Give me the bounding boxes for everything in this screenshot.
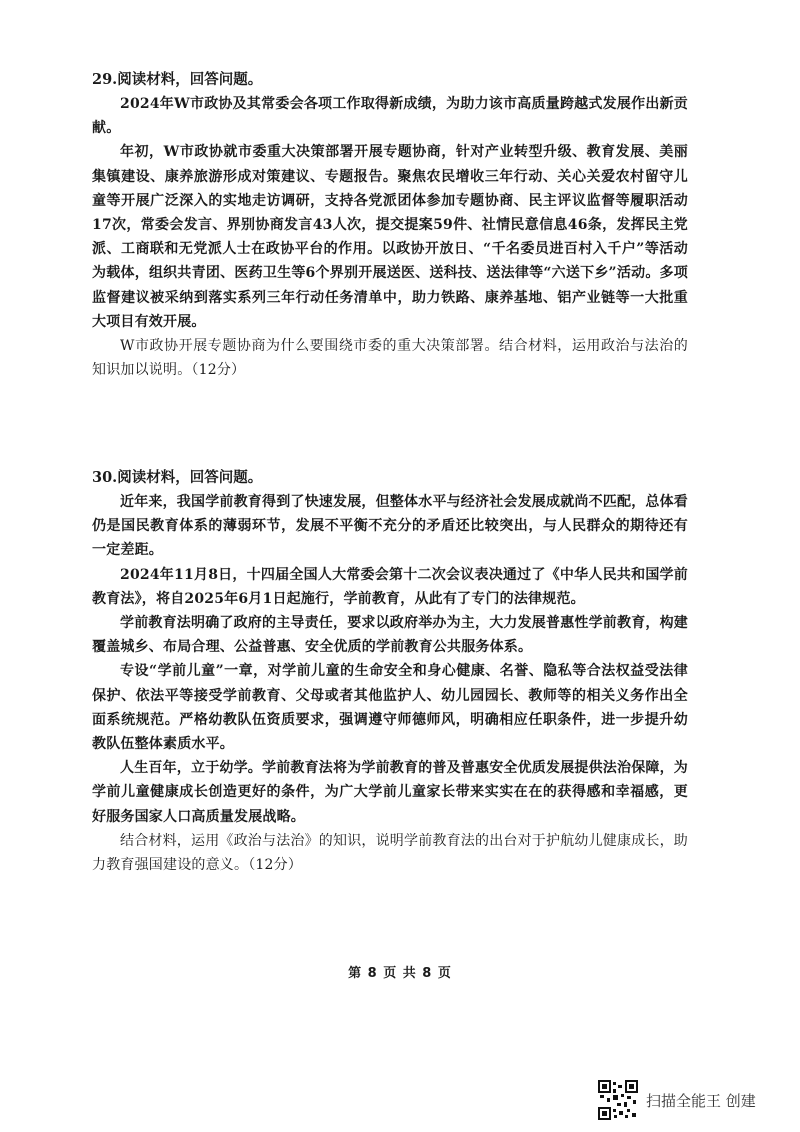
question-29-heading: 29.阅读材料，回答问题。 <box>92 71 263 88</box>
question-30-paragraph: 近年来，我国学前教育得到了快速发展，但整体水平与经济社会发展成就尚不匹配，总体看仍是国民教育体系的薄弱环节，发展不平衡不充分的矛盾还比较突出，与人民群众的期待还有一定差距。 <box>92 494 688 559</box>
question-30-paragraph: 专设“学前儿童”一章，对学前儿童的生命安全和身心健康、名誉、隐私等合法权益受法律保护、依法平等接受学前教育、父母或者其他监护人、幼儿园园长、教师等的相关义务作出全面系统规范。严格幼教队伍资质要求，强调遵守师德师风，明确相应任职条件，进一步提升幼教队伍整体素质水平。 <box>92 663 688 753</box>
question-29-paragraph: 2024年W市政协及其常委会各项工作取得新成绩，为助力该市高质量跨越式发展作出新贡献。 <box>92 96 688 137</box>
question-30-heading: 30.阅读材料，回答问题。 <box>92 469 263 486</box>
question-29 <box>92 68 688 382</box>
qr-code-icon <box>598 1080 638 1120</box>
page-number: 第 8 页 共 8 页 <box>348 966 452 981</box>
scanner-watermark <box>598 1080 756 1120</box>
question-30-prompt: 结合材料，运用《政治与法治》的知识，说明学前教育法的出台对于护航幼儿健康成长，助力教育强国建设的意义。（12分） <box>92 832 688 874</box>
question-29-prompt: W市政协开展专题协商为什么要围绕市委的重大决策部署。结合材料，运用政治与法治的知识加以说明。（12分） <box>92 338 688 379</box>
question-29-paragraph: 年初，W市政协就市委重大决策部署开展专题协商，针对产业转型升级、教育发展、美丽集镇建设、康养旅游形成对策建议、专题报告。聚焦农民增收三年行动、关心关爱农村留守儿童等开展广泛深入的实地走访调研，支持各党派团体参加专题协商、民主评议监督等履职活动17次，常委会发言、界别协商发言43人次，提交提案59件、社情民意信息46条，发挥民主党派、工商联和无党派人士在政协平台的作用。以政协开放日、“千名委员进百村入千户”等活动为载体，组织共青团、医药卫生等6个界别开展送医、送科技、送法律等“六送下乡”活动。多项监督建议被采纳到落实系列三年行动任务清单中，助力铁路、康养基地、铝产业链等一大批重大项目有效开展。 <box>92 144 688 330</box>
question-30-paragraph: 学前教育法明确了政府的主导责任，要求以政府举办为主，大力发展普惠性学前教育，构建覆盖城乡、布局合理、公益普惠、安全优质的学前教育公共服务体系。 <box>92 615 688 656</box>
question-30 <box>92 466 688 877</box>
question-30-paragraph: 2024年11月8日，十四届全国人大常委会第十二次会议表决通过了《中华人民共和国学前教育法》，将自2025年6月1日起施行，学前教育，从此有了专门的法律规范。 <box>92 566 688 607</box>
watermark-text: 扫描全能王 创建 <box>646 1091 756 1110</box>
question-30-paragraph: 人生百年，立于幼学。学前教育法将为学前教育的普及普惠安全优质发展提供法治保障，为学前儿童健康成长创造更好的条件，为广大学前儿童家长带来实实在在的获得感和幸福感，更好服务国家人口高质量发展战略。 <box>92 760 688 825</box>
